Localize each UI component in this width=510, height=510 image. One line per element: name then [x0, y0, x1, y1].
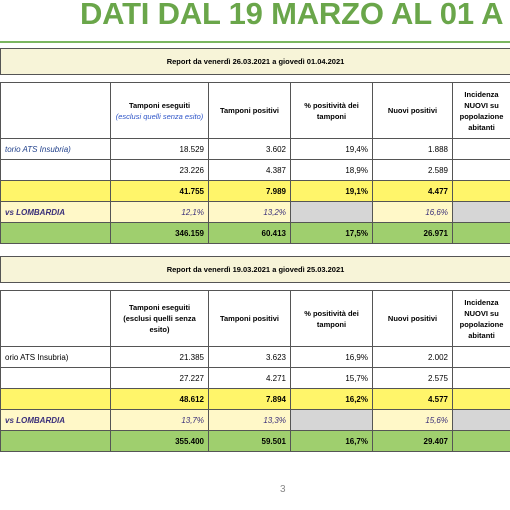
report-table-2 — [0, 256, 510, 452]
table-row-lombardia: 346.159 60.413 17,5% 26.971 — [1, 223, 510, 244]
col-header-incidenza: Incidenza NUOVI su popolazione abitanti — [453, 83, 510, 139]
table-row-total: 41.755 7.989 19,1% 4.477 — [1, 181, 510, 202]
label-header-cell — [1, 291, 111, 347]
col-header-positivi: Tamponi positivi — [209, 83, 291, 139]
table-row-total: 48.612 7.894 16,2% 4.577 — [1, 389, 510, 410]
report-period-header: Report da venerdì 19.03.2021 a giovedì 25.03.2021 — [1, 257, 510, 283]
table-row-vs-lombardia: vs LOMBARDIA 13,7% 13,3% 15,6% — [1, 410, 510, 431]
label-header-cell — [1, 83, 111, 139]
col-header-positivi: Tamponi positivi — [209, 291, 291, 347]
page-number: 3 — [280, 484, 286, 495]
col-header-nuovi: Nuovi positivi — [373, 291, 453, 347]
table-row-lombardia: 355.400 59.501 16,7% 29.407 — [1, 431, 510, 452]
col-header-tamponi: Tamponi eseguiti (esclusi quelli senza esito) — [111, 291, 209, 347]
table-row: torio ATS Insubria) 18.529 3.602 19,4% 1.888 — [1, 139, 510, 160]
table-row: orio ATS Insubria) 21.385 3.623 16,9% 2.002 — [1, 347, 510, 368]
col-header-percent: % positività dei tamponi — [291, 291, 373, 347]
report-table-1 — [0, 48, 510, 244]
report-period-header: Report da venerdì 26.03.2021 a giovedì 01.04.2021 — [1, 49, 510, 75]
col-header-incidenza: Incidenza NUOVI su popolazione abitanti — [453, 291, 510, 347]
col-header-percent: % positività dei tamponi — [291, 83, 373, 139]
col-header-nuovi: Nuovi positivi — [373, 83, 453, 139]
table-row: 27.227 4.271 15,7% 2.575 — [1, 368, 510, 389]
slide-title: DATI DAL 19 MARZO AL 01 A — [80, 0, 504, 31]
title-underline — [0, 41, 510, 43]
table-row: 23.226 4.387 18,9% 2.589 — [1, 160, 510, 181]
col-header-tamponi: Tamponi eseguiti (esclusi quelli senza esito) — [111, 83, 209, 139]
table-row-vs-lombardia: vs LOMBARDIA 12,1% 13,2% 16,6% — [1, 202, 510, 223]
